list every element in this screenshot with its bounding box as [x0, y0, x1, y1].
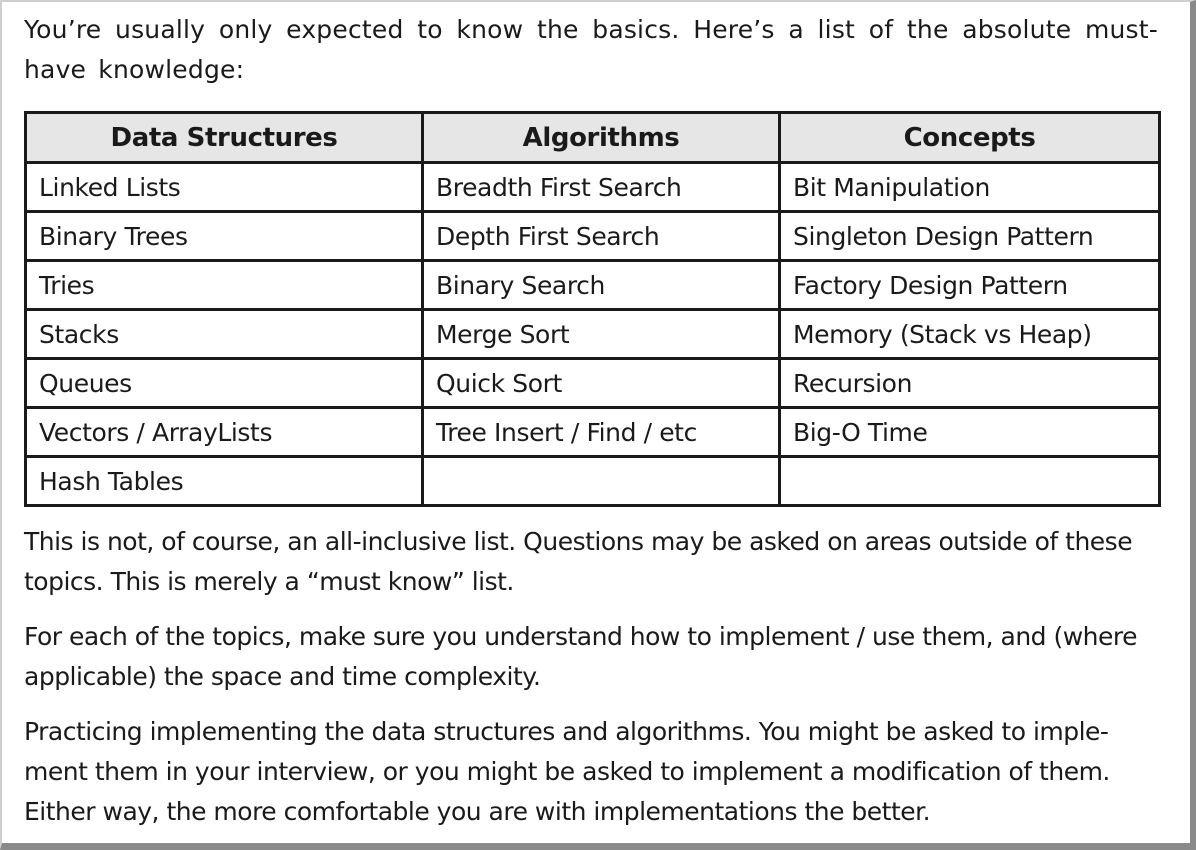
table-cell: Memory (Stack vs Heap) — [780, 310, 1160, 359]
table-cell: Depth First Search — [423, 212, 780, 261]
table-cell — [780, 457, 1160, 506]
table-row — [26, 212, 1160, 261]
table-cell: Big-O Time — [780, 408, 1160, 457]
each-topic-paragraph: For each of the topics, make sure you understand how to implement / use them, and (where applicable) the space and time complexity. — [24, 622, 1138, 691]
header-algorithms: Algorithms — [423, 113, 780, 163]
table-cell: Queues — [26, 359, 423, 408]
table-header-row — [26, 113, 1160, 163]
intro-paragraph: You’re usually only expected to know the basics. Here’s a list of the absolute must-have knowledge: — [24, 15, 1158, 84]
header-concepts: Concepts — [780, 113, 1160, 163]
table-cell: Vectors / ArrayLists — [26, 408, 423, 457]
table-cell: Tree Insert / Find / etc — [423, 408, 780, 457]
table-row — [26, 359, 1160, 408]
table-row — [26, 163, 1160, 212]
table-cell: Merge Sort — [423, 310, 780, 359]
not-inclusive-paragraph: This is not, of course, an all-inclusive list. Questions may be asked on areas outside of these topics. This is merely a “must know” list. — [24, 527, 1133, 596]
table-cell: Factory Design Pattern — [780, 261, 1160, 310]
must-know-table — [24, 111, 1161, 507]
table-cell: Linked Lists — [26, 163, 423, 212]
table-row — [26, 310, 1160, 359]
table-cell: Bit Manipulation — [780, 163, 1160, 212]
table-cell: Breadth First Search — [423, 163, 780, 212]
table-cell: Hash Tables — [26, 457, 423, 506]
table-cell: Binary Trees — [26, 212, 423, 261]
table-cell: Recursion — [780, 359, 1160, 408]
practice-paragraph: Practicing implementing the data structures and algorithms. You might be asked to imple-ment them in your interview, or you might be asked to implement a modification of them. Either way, the more comfortable you are with implementations the better. — [24, 717, 1110, 826]
header-data-structures: Data Structures — [26, 113, 423, 163]
table-row — [26, 408, 1160, 457]
table-row — [26, 457, 1160, 506]
table-cell: Stacks — [26, 310, 423, 359]
table-cell: Tries — [26, 261, 423, 310]
table-row — [26, 261, 1160, 310]
document-body — [24, 10, 1158, 832]
table-cell: Binary Search — [423, 261, 780, 310]
table-cell: Singleton Design Pattern — [780, 212, 1160, 261]
table-cell — [423, 457, 780, 506]
table-cell: Quick Sort — [423, 359, 780, 408]
